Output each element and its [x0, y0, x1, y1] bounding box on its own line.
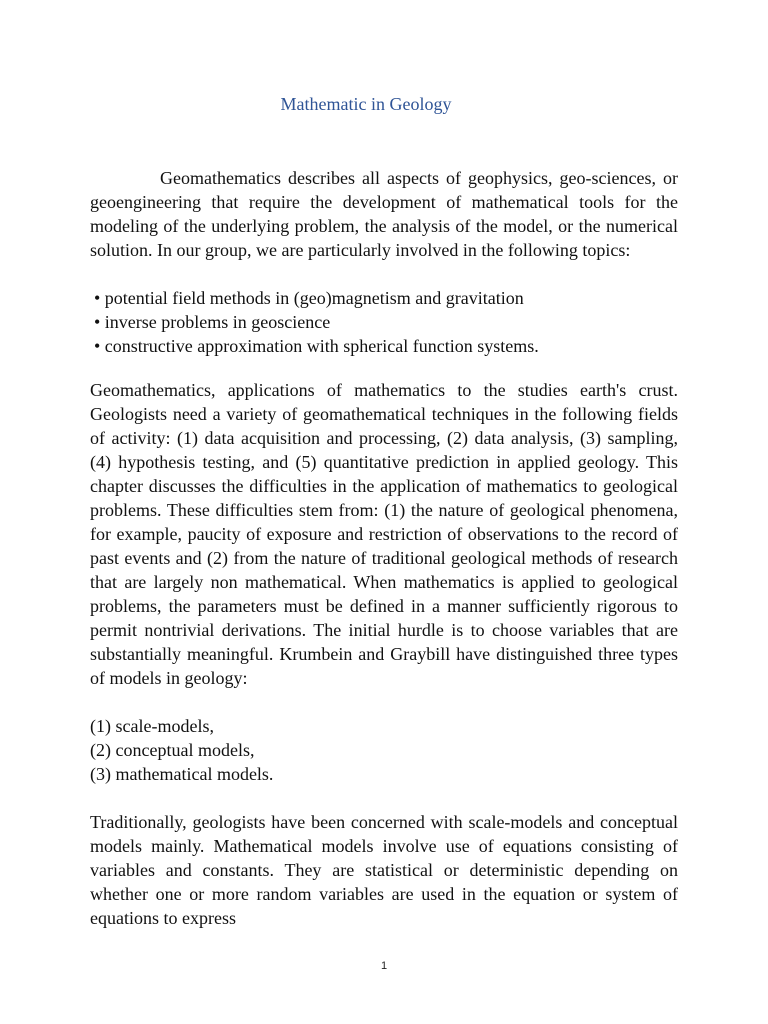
applications-paragraph: Geomathematics, applications of mathematics to the studies earth's crust. Geologists need a variety of geomathematical techniques in the following fields of activity: (1) data acquisition and processing, (2) data analysis, (3) sampling, (4) hypothesis testing, and (5) quantitative prediction in applied geology. This chapter discusses the difficulties in the application of mathematics to geological problems. These difficulties stem from: (1) the nature of geological phenomena, for example, paucity of exposure and restriction of observations to the record of past events and (2) from the nature of traditional geological methods of research that are largely non mathematical. When mathematics is applied to geological problems, the parameters must be defined in a manner sufficiently rigorous to permit nontrivial derivations. The initial hurdle is to choose variables that are substantially meaningful. Krumbein and Graybill have distinguished three types of models in geology: — [90, 380, 678, 688]
traditional-paragraph: Traditionally, geologists have been concerned with scale-models and conceptual models mainly. Mathematical models involve use of equations consisting of variables and constants. They are statistical or deterministic depending on whether one or more random variables are used in the equation or system of equations to express — [90, 812, 678, 928]
model-item: (2) conceptual models, — [90, 740, 255, 760]
topic-item: • potential field methods in (geo)magnetism and gravitation — [94, 288, 524, 308]
topic-item: • inverse problems in geoscience — [94, 312, 331, 332]
document-title: Mathematic in Geology — [280, 94, 452, 114]
intro-paragraph-text: Geomathematics describes all aspects of geophysics, geo-sciences, or geoengineering that require the development of mathematical tools for the modeling of the underlying problem, the analysis of the model, or the numerical solution. In our group, we are particularly involved in the following topics: — [90, 168, 678, 260]
page-number: 1 — [380, 960, 388, 972]
models-list — [90, 714, 680, 786]
model-item: (1) scale-models, — [90, 716, 214, 736]
intro-paragraph — [90, 166, 678, 262]
topic-item: • constructive approximation with spherical function systems. — [94, 336, 539, 356]
model-item: (3) mathematical models. — [90, 764, 274, 784]
topics-list — [94, 286, 684, 358]
